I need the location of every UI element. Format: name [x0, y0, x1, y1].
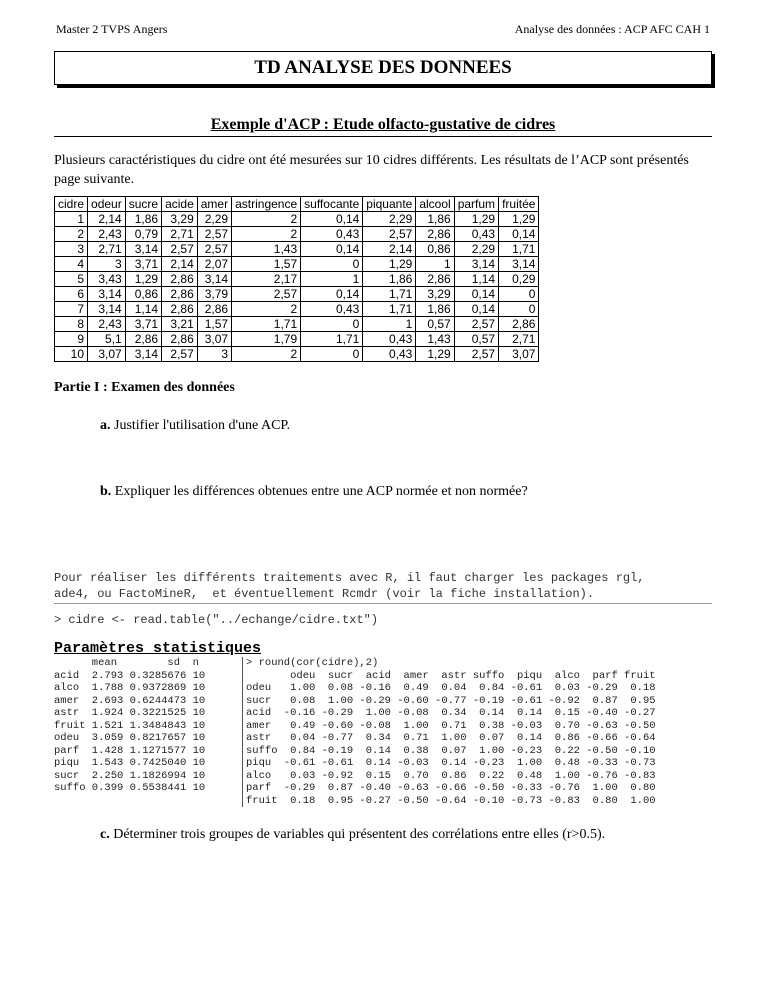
table-cell: 3,21: [162, 317, 198, 332]
table-cell: 2: [55, 227, 88, 242]
stats-output: mean sd n acid 2.793 0.3285676 10 alco 1.788 0.9372869 10 amer 2.693 0.6244473 10 astr 1.924 0.3221525 10 fruit 1.521 1.3484843 10 odeu 3.059 0.8217657 10 parf 1.428 1.1271577 10 piqu 1.543 0.7425040 10 sucr 2.250 1.1826994 10 suffo 0.399 0.5538441 10: [54, 657, 206, 794]
table-cell: 0,14: [301, 287, 363, 302]
table-cell: 2,57: [162, 347, 198, 362]
table-cell: 0,14: [454, 302, 498, 317]
table-cell: 2,86: [125, 332, 161, 347]
table-cell: 0: [499, 287, 539, 302]
table-cell: 0,43: [363, 347, 416, 362]
table-header-cell: cidre: [55, 197, 88, 212]
table-cell: 2,29: [197, 212, 231, 227]
table-cell: 1,43: [416, 332, 454, 347]
question-b-label: b.: [100, 484, 112, 499]
table-cell: 0,43: [454, 227, 498, 242]
page-title: TD ANALYSE DES DONNEES: [54, 51, 712, 85]
table-header-cell: alcool: [416, 197, 454, 212]
question-a-label: a.: [100, 418, 111, 433]
table-cell: 3,07: [499, 347, 539, 362]
table-cell: 6: [55, 287, 88, 302]
table-cell: 3: [55, 242, 88, 257]
table-cell: 0,86: [416, 242, 454, 257]
table-cell: 3,71: [125, 257, 161, 272]
table-cell: 5,1: [88, 332, 126, 347]
table-cell: 3,14: [125, 242, 161, 257]
table-cell: 1,79: [232, 332, 301, 347]
question-a: [100, 418, 290, 434]
table-row: [55, 257, 539, 272]
table-cell: 0,86: [125, 287, 161, 302]
table-cell: 2,29: [363, 212, 416, 227]
table-cell: 2,86: [416, 272, 454, 287]
question-c-text: Déterminer trois groupes de variables qui présentent des corrélations entre elles (r>0.5).: [109, 827, 606, 842]
section-subtitle: Exemple d'ACP : Etude olfacto-gustative de cidres: [54, 116, 712, 137]
table-cell: 2,86: [416, 227, 454, 242]
table-cell: 0,14: [499, 227, 539, 242]
table-header-cell: piquante: [363, 197, 416, 212]
table-cell: 2,43: [88, 317, 126, 332]
table-header-cell: acide: [162, 197, 198, 212]
table-cell: 3,71: [125, 317, 161, 332]
table-cell: 2,86: [162, 332, 198, 347]
table-cell: 2,43: [88, 227, 126, 242]
table-cell: 0,79: [125, 227, 161, 242]
table-cell: 3: [197, 347, 231, 362]
table-cell: 0,43: [301, 302, 363, 317]
table-cell: 0: [301, 347, 363, 362]
header-right: Analyse des données : ACP AFC CAH 1: [514, 22, 710, 36]
table-cell: 1,71: [499, 242, 539, 257]
params-heading: Paramètres statistiques: [54, 640, 262, 657]
table-cell: 1,43: [232, 242, 301, 257]
table-cell: 1: [55, 212, 88, 227]
table-cell: 1,71: [301, 332, 363, 347]
table-cell: 3,29: [416, 287, 454, 302]
table-cell: 2,86: [162, 302, 198, 317]
table-cell: 1,57: [232, 257, 301, 272]
table-cell: 3,14: [88, 287, 126, 302]
table-cell: 2,29: [454, 242, 498, 257]
table-cell: 0: [301, 317, 363, 332]
table-cell: 2,71: [499, 332, 539, 347]
table-cell: 0,57: [454, 332, 498, 347]
table-row: [55, 332, 539, 347]
table-cell: 2,07: [197, 257, 231, 272]
table-cell: 2: [232, 212, 301, 227]
table-cell: 1,86: [416, 302, 454, 317]
question-b: [100, 484, 528, 500]
table-cell: 2,57: [197, 242, 231, 257]
table-cell: 0,14: [301, 242, 363, 257]
table-cell: 2,57: [454, 317, 498, 332]
table-cell: 10: [55, 347, 88, 362]
table-header-cell: suffocante: [301, 197, 363, 212]
table-cell: 3,14: [125, 347, 161, 362]
table-cell: 1,29: [416, 347, 454, 362]
question-b-text: Expliquer les différences obtenues entre une ACP normée et non normée?: [111, 484, 528, 499]
table-cell: 1: [301, 272, 363, 287]
table-cell: 1,71: [363, 287, 416, 302]
table-cell: 2,57: [363, 227, 416, 242]
table-cell: 1,86: [416, 212, 454, 227]
table-cell: 1,57: [197, 317, 231, 332]
table-cell: 2: [232, 302, 301, 317]
table-cell: 0,14: [454, 287, 498, 302]
question-c-label: c.: [100, 827, 110, 842]
table-cell: 3,79: [197, 287, 231, 302]
table-cell: 2,57: [232, 287, 301, 302]
table-cell: 2: [232, 347, 301, 362]
r-note-line-1: Pour réaliser les différents traitements avec R, il faut charger les packages rgl,: [54, 571, 645, 585]
table-header-cell: fruitée: [499, 197, 539, 212]
table-cell: 1,86: [363, 272, 416, 287]
table-cell: 0,43: [301, 227, 363, 242]
table-cell: 2,57: [162, 242, 198, 257]
question-c: [100, 827, 605, 843]
table-header-row: [55, 197, 539, 212]
r-command: > cidre <- read.table("../echange/cidre.txt"): [54, 613, 379, 627]
table-cell: 2,14: [363, 242, 416, 257]
table-cell: 1,71: [232, 317, 301, 332]
r-note-line-2: ade4, ou FactoMineR, et éventuellement Rcmdr (voir la fiche installation).: [54, 587, 595, 601]
table-cell: 5: [55, 272, 88, 287]
table-cell: 0,43: [363, 332, 416, 347]
table-cell: 1,29: [454, 212, 498, 227]
table-cell: 2: [232, 227, 301, 242]
table-cell: 4: [55, 257, 88, 272]
table-cell: 2,86: [162, 287, 198, 302]
table-row: [55, 212, 539, 227]
table-row: [55, 317, 539, 332]
table-row: [55, 347, 539, 362]
table-cell: 0,57: [416, 317, 454, 332]
table-cell: 3,14: [88, 302, 126, 317]
table-body: [55, 212, 539, 362]
table-cell: 1: [416, 257, 454, 272]
table-cell: 3,14: [197, 272, 231, 287]
table-cell: 1,86: [125, 212, 161, 227]
table-cell: 3,07: [88, 347, 126, 362]
part-heading: Partie I : Examen des données: [54, 380, 235, 395]
divider: [54, 603, 712, 604]
table-cell: 3: [88, 257, 126, 272]
correlation-output: > round(cor(cidre),2) odeu sucr acid amer astr suffo piqu alco parf fruit odeu 1.00 0.08 -0.16 0.49 0.04 0.84 -0.61 0.03 -0.29 0.18 sucr 0.08 1.00 -0.29 -0.60 -0.77 -0.19 -0.61 -0.92 0.87 0.95 acid -0.16 -0.29 1.00 -0.08 0.34 0.14 0.14 0.15 -0.40 -0.27 amer 0.49 -0.60 -0.08 1.00 0.71 0.38 -0.03 0.70 -0.63 -0.50 astr 0.04 -0.77 0.34 0.71 1.00 0.07 0.14 0.86 -0.66 -0.64 suffo 0.84 -0.19 0.14 0.38 0.07 1.00 -0.23 0.22 -0.50 -0.10 piqu -0.61 -0.61 0.14 -0.03 0.14 -0.23 1.00 0.48 -0.33 -0.73 alco 0.03 -0.92 0.15 0.70 0.86 0.22 0.48 1.00 -0.76 -0.83 parf -0.29 0.87 -0.40 -0.63 -0.66 -0.50 -0.33 -0.76 1.00 0.80 fruit 0.18 0.95 -0.27 -0.50 -0.64 -0.10 -0.73 -0.83 0.80 1.00: [242, 657, 656, 807]
table-cell: 3,07: [197, 332, 231, 347]
table-cell: 7: [55, 302, 88, 317]
table-cell: 0,14: [301, 212, 363, 227]
table-row: [55, 302, 539, 317]
table-cell: 3,14: [454, 257, 498, 272]
table-row: [55, 227, 539, 242]
r-note: [54, 570, 645, 602]
table-cell: 2,86: [499, 317, 539, 332]
intro-paragraph: Plusieurs caractéristiques du cidre ont été mesurées sur 10 cidres différents. Les résultats de l’ACP sont présentés page suivante.: [54, 153, 689, 187]
table-cell: 0: [301, 257, 363, 272]
table-cell: 1,14: [454, 272, 498, 287]
table-cell: 1,14: [125, 302, 161, 317]
table-cell: 1,71: [363, 302, 416, 317]
table-row: [55, 287, 539, 302]
cidre-data-table: [54, 196, 539, 362]
table-cell: 2,86: [162, 272, 198, 287]
table-cell: 2,17: [232, 272, 301, 287]
table-cell: 0,29: [499, 272, 539, 287]
table-row: [55, 242, 539, 257]
table-cell: 3,14: [499, 257, 539, 272]
table-header-cell: odeur: [88, 197, 126, 212]
table-cell: 1,29: [363, 257, 416, 272]
table-cell: 1,29: [125, 272, 161, 287]
table-row: [55, 272, 539, 287]
table-cell: 2,14: [162, 257, 198, 272]
table-cell: 0: [499, 302, 539, 317]
question-a-text: Justifier l'utilisation d'une ACP.: [110, 418, 291, 433]
table-header-cell: astringence: [232, 197, 301, 212]
table-header-cell: amer: [197, 197, 231, 212]
table-cell: 2,71: [162, 227, 198, 242]
table-cell: 1,29: [499, 212, 539, 227]
table-header-cell: sucre: [125, 197, 161, 212]
table-cell: 3,29: [162, 212, 198, 227]
table-cell: 2,14: [88, 212, 126, 227]
table-cell: 8: [55, 317, 88, 332]
table-header-cell: parfum: [454, 197, 498, 212]
table-cell: 2,71: [88, 242, 126, 257]
table-cell: 3,43: [88, 272, 126, 287]
header-left: Master 2 TVPS Angers: [56, 22, 168, 36]
table-cell: 2,86: [197, 302, 231, 317]
table-cell: 1: [363, 317, 416, 332]
table-cell: 2,57: [197, 227, 231, 242]
table-cell: 2,57: [454, 347, 498, 362]
table-cell: 9: [55, 332, 88, 347]
